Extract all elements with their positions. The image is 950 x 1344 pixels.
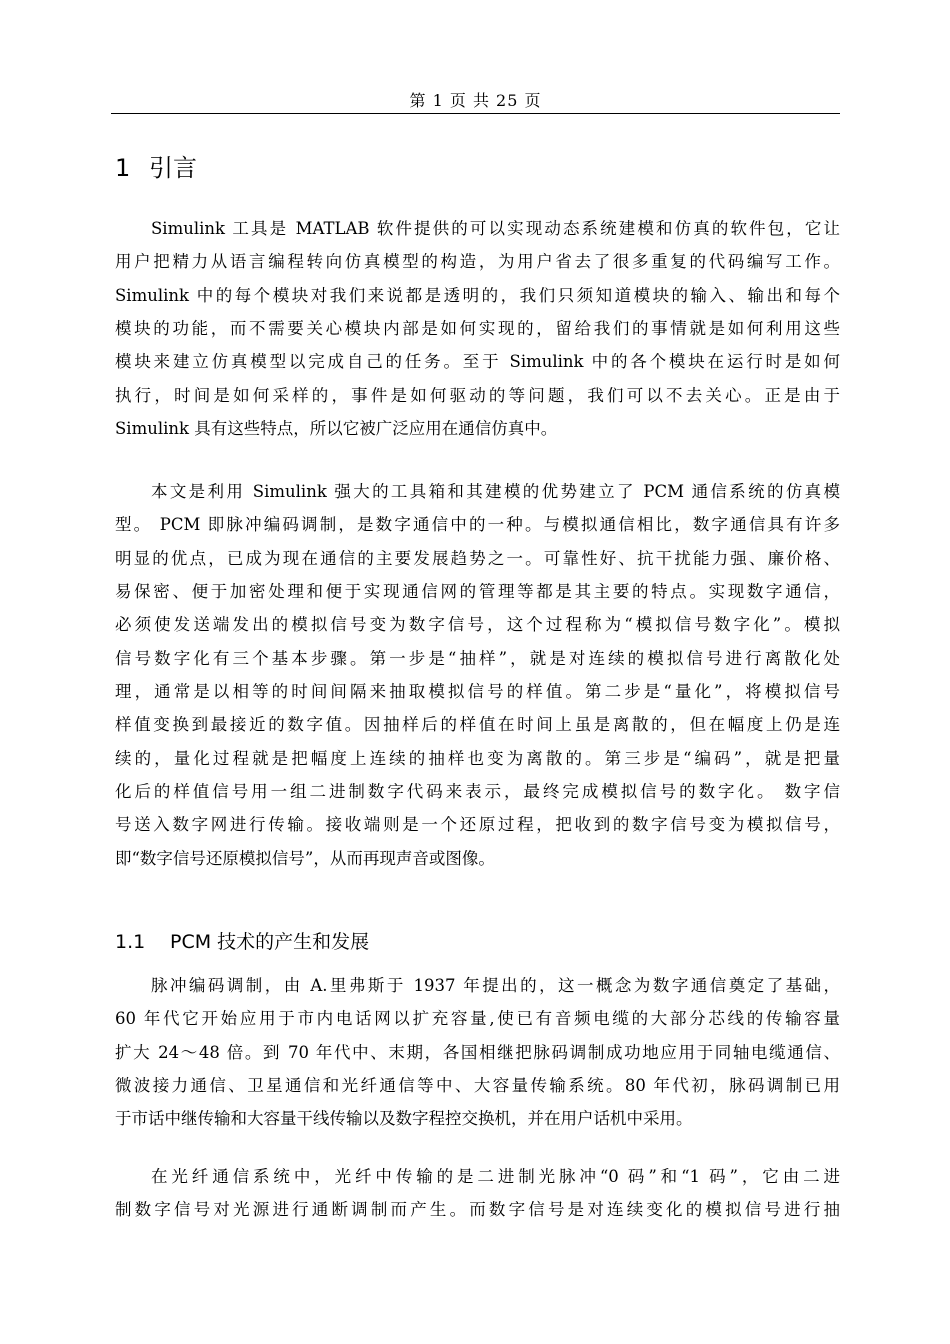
text-line: 于市话中继传输和大容量干线传输以及数字程控交换机，并在用户话机中采用。 [115,1109,693,1129]
text-line: 易保密、便于加密处理和便于实现通信网的管理等都是其主要的特点。实现数字通信， [115,582,840,602]
paragraph-simulink-intro [115,212,840,445]
text-line: 制数字信号对光源进行通断调制而产生。而数字信号是对连续变化的模拟信号进行抽 [115,1200,840,1220]
text-line: 本文是利用 Simulink 强大的工具箱和其建模的优势建立了 PCM 通信系统的仿真模 [151,482,840,501]
text-line: 模块的功能，而不需要关心模块内部是如何实现的，留给我们的事情就是如何利用这些 [115,319,840,339]
page-header: 第 1 页 共 25 页 [409,91,542,110]
subsection-title: PCM 技术的产生和发展 [170,931,370,953]
text-line: 样值变换到最接近的数字值。因抽样后的样值在时间上虽是离散的，但在幅度上仍是连 [115,715,840,735]
header-divider [111,113,840,114]
subsection-heading-pcm-history [115,926,369,958]
text-line: 型。 PCM 即脉冲编码调制，是数字通信中的一种。与模拟通信相比，数字通信具有许多 [115,515,840,535]
paragraph-pcm-history [115,969,840,1136]
text-line: 用户把精力从语言编程转向仿真模型的构造，为用户省去了很多重复的代码编写工作。 [115,252,840,272]
text-line: 续的，量化过程就是把幅度上连续的抽样也变为离散的。第三步是“编码”，就是把量 [115,748,840,768]
text-line: 必须使发送端发出的模拟信号变为数字信号，这个过程称为“模拟信号数字化”。模拟 [115,615,840,635]
text-line: 化后的样值信号用一组二进制数字代码来表示，最终完成模拟信号的数字化。 数字信 [115,782,840,802]
text-line: Simulink 中的每个模块对我们来说都是透明的，我们只须知道模块的输入、输出和每个 [115,285,840,305]
text-line: 即“数字信号还原模拟信号”，从而再现声音或图像。 [115,848,495,868]
paragraph-pcm-overview [115,475,840,875]
text-line: 执行，时间是如何采样的，事件是如何驱动的等问题，我们可以不去关心。正是由于 [115,385,840,405]
text-line: 脉冲编码调制，由 A.里弗斯于 1937 年提出的，这一概念为数字通信奠定了基础， [151,976,840,995]
paragraph-optical-fiber [115,1160,840,1227]
text-line: Simulink 工具是 MATLAB 软件提供的可以实现动态系统建模和仿真的软件包，它让 [151,219,840,238]
text-line: 扩大 24～48 倍。到 70 年代中、末期，各国相继把脉码调制成功地应用于同轴电缆通信、 [115,1042,840,1062]
text-line: 微波接力通信、卫星通信和光纤通信等中、大容量传输系统。80 年代初，脉码调制已用 [115,1076,840,1096]
text-line: 明显的优点，已成为现在通信的主要发展趋势之一。可靠性好、抗干扰能力强、廉价格、 [115,548,840,568]
section-number: 1 [115,154,131,182]
text-line: 信号数字化有三个基本步骤。第一步是“抽样”，就是对连续的模拟信号进行离散化处 [115,648,840,668]
text-line: 理，通常是以相等的时间间隔来抽取模拟信号的样值。第二步是“量化”，将模拟信号 [115,682,840,702]
subsection-number: 1.1 [115,931,146,953]
text-line: 60 年代它开始应用于市内电话网以扩充容量,使已有音频电缆的大部分芯线的传输容量 [115,1009,840,1029]
text-line: Simulink 具有这些特点，所以它被广泛应用在通信仿真中。 [115,419,558,439]
text-line: 号送入数字网进行传输。接收端则是一个还原过程，把收到的数字信号变为模拟信号， [115,815,840,835]
section-heading-intro [115,150,197,186]
section-title: 引言 [149,154,197,182]
text-line: 在光纤通信系统中，光纤中传输的是二进制光脉冲“0 码”和“1 码”，它由二进 [151,1167,840,1186]
text-line: 模块来建立仿真模型以完成自己的任务。至于 Simulink 中的各个模块在运行时是如何 [115,352,840,372]
